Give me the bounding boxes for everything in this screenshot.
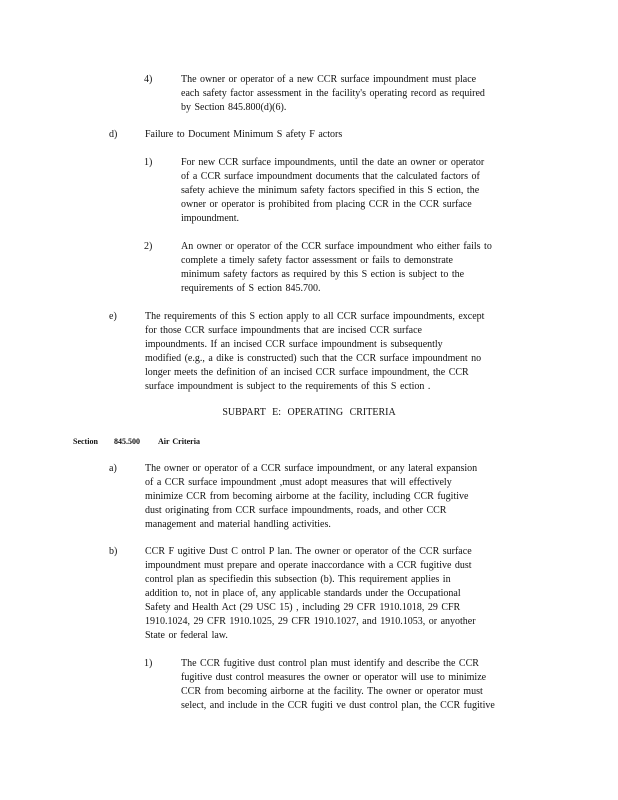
text-line: addition to, not in place of, any applicable standards under the Occupational xyxy=(145,588,461,599)
text-line: The owner or operator of a CCR surface impoundment, or any lateral expansion xyxy=(145,463,478,474)
text-line: impoundment. xyxy=(181,213,240,224)
text-line: Safety and Health Act (29 USC 15) , including 29 CFR 1910.1018, 29 CFR xyxy=(145,602,461,613)
text-line: for those CCR surface impoundments that are incised CCR surface xyxy=(145,325,422,336)
item-label-d1: 1) xyxy=(144,157,153,168)
text-line: modified (e.g., a dike is constructed) such that the CCR surface impoundment no xyxy=(145,353,482,364)
text-line: select, and include in the CCR fugiti ve dust control plan, the CCR fugitive xyxy=(181,700,495,711)
text-line: of a CCR surface impoundment documents that the calculated factors of xyxy=(181,171,480,182)
item-label-a: a) xyxy=(109,463,117,474)
subpart-heading: SUBPART E: OPERATING CRITERIA xyxy=(222,407,396,418)
text-line: surface impoundment is subject to the requirements of this S ection . xyxy=(145,381,431,392)
section-title: Air Criteria xyxy=(158,437,200,446)
item-label-d: d) xyxy=(109,129,118,140)
text-line: fugitive dust control measures the owner or operator will use to minimize xyxy=(181,672,487,683)
text-line: For new CCR surface impoundments, until the date an owner or operator xyxy=(181,157,485,168)
item-label-b1: 1) xyxy=(144,658,153,669)
text-line: safety achieve the minimum safety factors specified in this S ection, the xyxy=(181,185,480,196)
text-line: longer meets the definition of an incised CCR surface impoundment, the CCR xyxy=(145,367,469,378)
text-line: impoundment must prepare and operate inaccordance with a CCR fugitive dust xyxy=(145,560,472,571)
item-label-c4: 4) xyxy=(144,74,153,85)
text-line: management and material handling activities. xyxy=(145,519,331,530)
item-heading-d xyxy=(145,128,342,142)
text-line: owner or operator is prohibited from placing CCR in the CCR surface xyxy=(181,199,472,210)
text-line: An owner or operator of the CCR surface impoundment who either fails to xyxy=(181,241,492,252)
item-text-b1 xyxy=(181,657,495,713)
item-text-e xyxy=(145,310,484,394)
item-label-d2: 2) xyxy=(144,241,153,252)
item-text-a xyxy=(145,462,477,532)
text-line: each safety factor assessment in the facility's operating record as required xyxy=(181,88,485,99)
text-line: CCR from becoming airborne at the facility. The owner or operator must xyxy=(181,686,483,697)
subsection-heading: Failure to Document Minimum S afety F actors xyxy=(145,129,343,140)
text-line: State or federal law. xyxy=(145,630,228,641)
item-text-c4 xyxy=(181,73,485,115)
item-text-d1 xyxy=(181,156,484,226)
text-line: 1910.1024, 29 CFR 1910.1025, 29 CFR 1910.1027, and 1910.1053, or anyother xyxy=(145,616,476,627)
text-line: minimum safety factors as required by this S ection is subject to the xyxy=(181,269,465,280)
text-line: of a CCR surface impoundment ,must adopt measures that will effectively xyxy=(145,477,452,488)
text-line: requirements of S ection 845.700. xyxy=(181,283,321,294)
text-line: control plan as specifiedin this subsection (b). This requirement applies in xyxy=(145,574,451,585)
text-line: The requirements of this S ection apply to all CCR surface impoundments, except xyxy=(145,311,485,322)
text-line: complete a timely safety factor assessment or fails to demonstrate xyxy=(181,255,453,266)
text-line: minimize CCR from becoming airborne at the facility, including CCR fugitive xyxy=(145,491,469,502)
text-line: CCR F ugitive Dust C ontrol P lan. The owner or operator of the CCR surface xyxy=(145,546,472,557)
text-line: dust originating from CCR surface impoundments, roads, and other CCR xyxy=(145,505,447,516)
text-line: The CCR fugitive dust control plan must identify and describe the CCR xyxy=(181,658,479,669)
item-label-e: e) xyxy=(109,311,117,322)
item-text-d2 xyxy=(181,240,492,296)
section-number: 845.500 xyxy=(114,437,140,446)
section-label: Section xyxy=(73,437,98,446)
text-line: The owner or operator of a new CCR surface impoundment must place xyxy=(181,74,477,85)
text-line: impoundments. If an incised CCR surface impoundment is subsequently xyxy=(145,339,443,350)
item-text-b xyxy=(145,545,476,643)
text-line: by Section 845.800(d)(6). xyxy=(181,102,287,113)
item-label-b: b) xyxy=(109,546,118,557)
